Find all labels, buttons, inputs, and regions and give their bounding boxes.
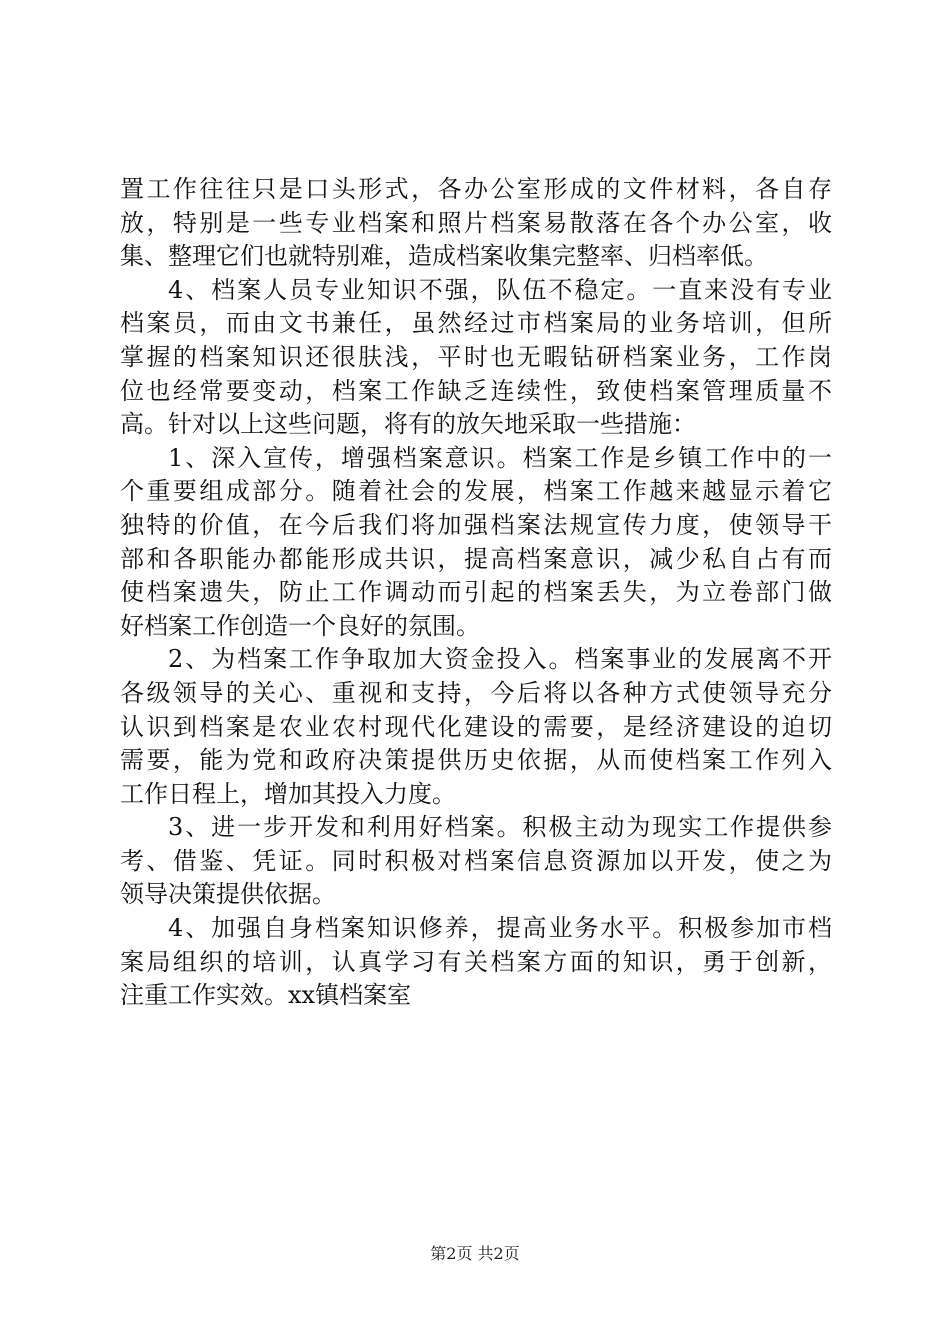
text-line: 集、整理它们也就特别难，造成档案收集完整率、归档率低。 <box>120 242 768 271</box>
body-text <box>120 173 832 1013</box>
text-line: 位也经常要变动，档案工作缺乏连续性，致使档案管理质量不 <box>120 376 832 405</box>
text-line: 高。针对以上这些问题，将有的放矢地采取一些措施： <box>120 410 696 439</box>
text-line: 注重工作实效。xx镇档案室 <box>120 981 412 1010</box>
text-line: 放，特别是一些专业档案和照片档案易散落在各个办公室，收 <box>120 208 832 237</box>
text-line: 档案员，而由文书兼任，虽然经过市档案局的业务培训，但所 <box>120 309 832 338</box>
text-line: 认识到档案是农业农村现代化建设的需要，是经济建设的迫切 <box>120 712 832 741</box>
text-line: 4、加强自身档案知识修养，提高业务水平。积极参加市档 <box>168 914 832 943</box>
text-line: 需要，能为党和政府决策提供历史依据，从而使档案工作列入 <box>120 746 832 775</box>
text-line: 独特的价值，在今后我们将加强档案法规宣传力度，使领导干 <box>120 510 832 539</box>
text-line: 部和各职能办都能形成共识，提高档案意识，减少私自占有而 <box>120 544 832 573</box>
page-footer: 第2页 共2页 <box>430 1244 520 1263</box>
text-line: 2、为档案工作争取加大资金投入。档案事业的发展离不开 <box>168 645 832 674</box>
text-line: 考、借鉴、凭证。同时积极对档案信息资源加以开发，使之为 <box>120 846 832 875</box>
text-line: 领导决策提供依据。 <box>120 880 336 909</box>
text-line: 置工作往往只是口头形式，各办公室形成的文件材料，各自存 <box>120 175 832 203</box>
text-line: 工作日程上，增加其投入力度。 <box>120 779 456 808</box>
text-line: 各级领导的关心、重视和支持，今后将以各种方式使领导充分 <box>120 678 832 707</box>
text-line: 1、深入宣传，增强档案意识。档案工作是乡镇工作中的一 <box>168 443 832 472</box>
text-line: 案局组织的培训，认真学习有关档案方面的知识，勇于创新， <box>120 947 832 976</box>
text-line: 3、进一步开发和利用好档案。积极主动为现实工作提供参 <box>168 813 832 842</box>
text-line: 掌握的档案知识还很肤浅，平时也无暇钻研档案业务，工作岗 <box>120 342 832 371</box>
text-line: 好档案工作创造一个良好的氛围。 <box>120 611 480 640</box>
text-line: 个重要组成部分。随着社会的发展，档案工作越来越显示着它 <box>120 477 832 506</box>
text-line: 4、档案人员专业知识不强，队伍不稳定。一直来没有专业 <box>168 275 832 304</box>
text-line: 使档案遗失，防止工作调动而引起的档案丢失，为立卷部门做 <box>120 578 832 607</box>
